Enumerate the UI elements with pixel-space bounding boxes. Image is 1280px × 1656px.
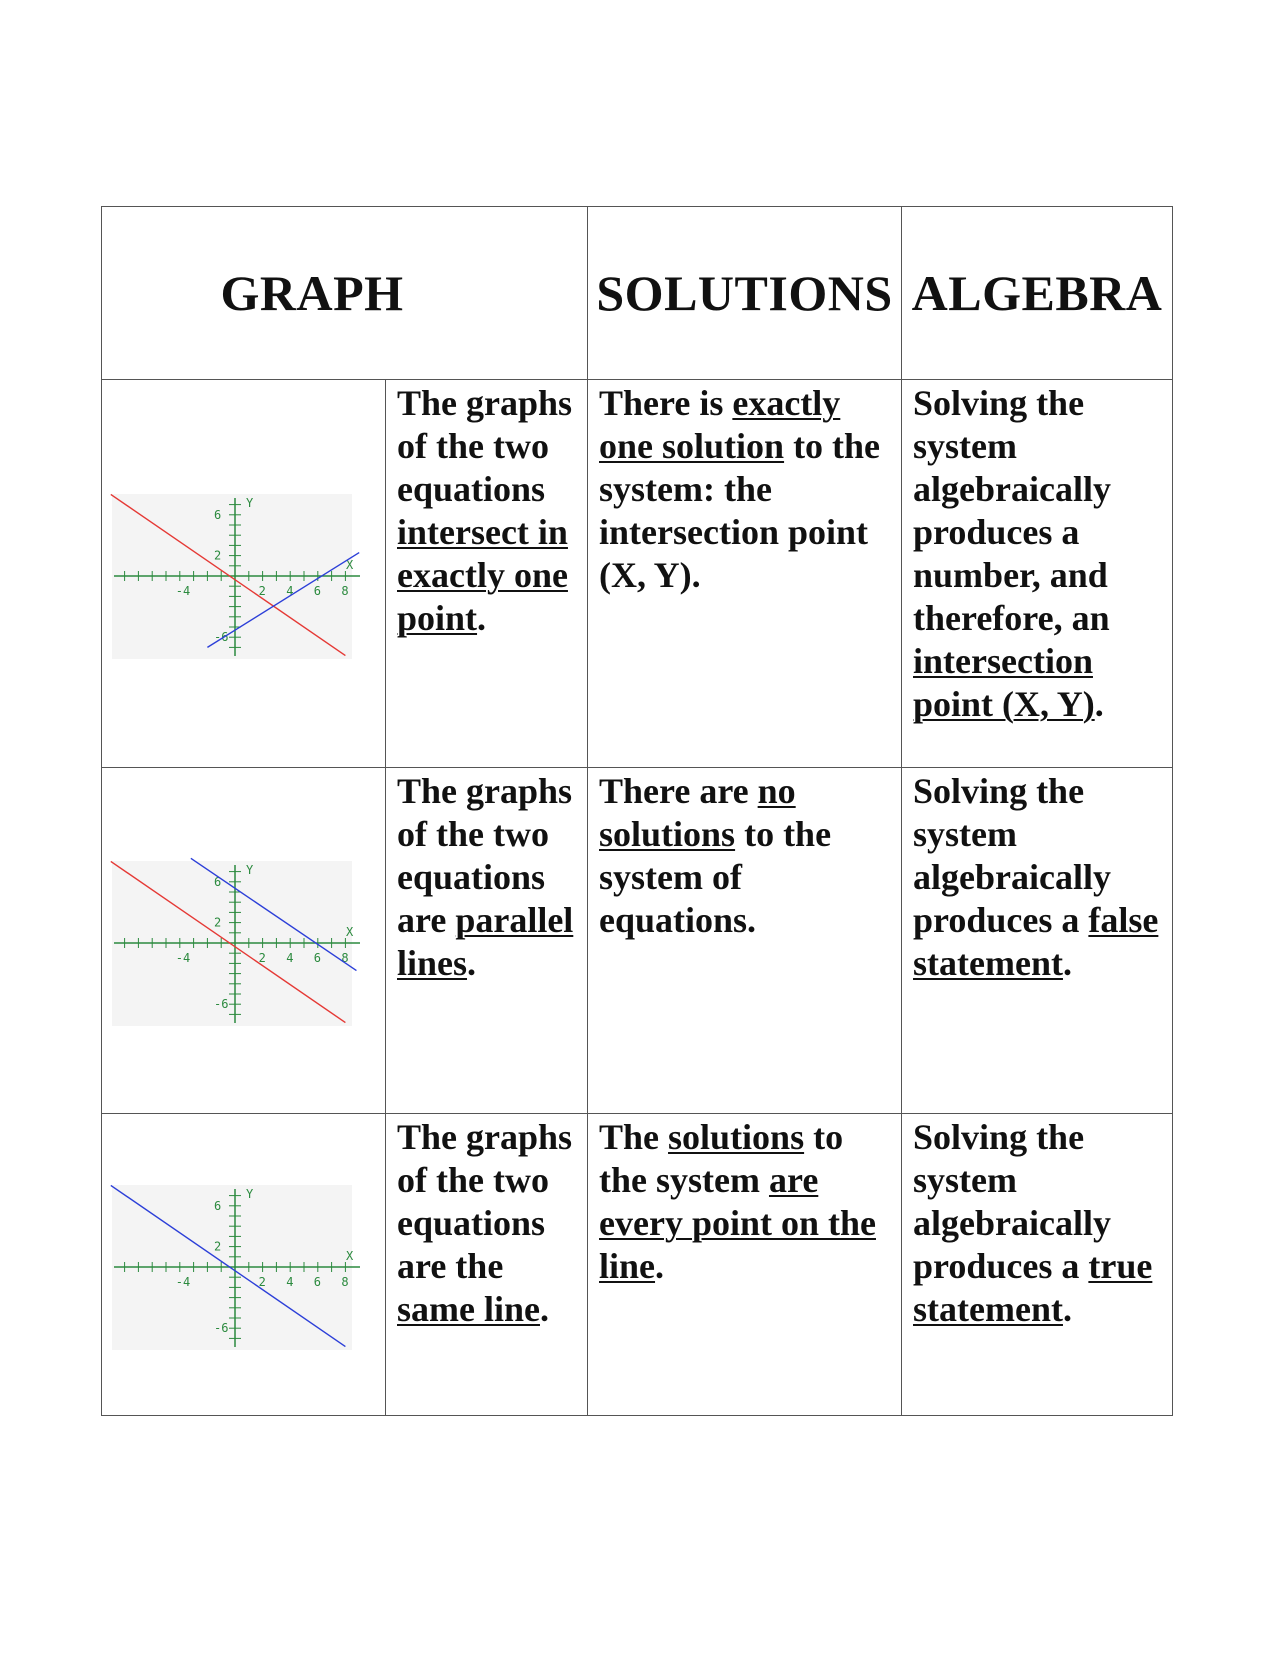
y-axis-label: Y (246, 495, 254, 510)
underlined-phrase: intersection point (X, Y) (913, 641, 1095, 724)
x-tick-label: -4 (175, 950, 191, 965)
graph-cell (102, 380, 386, 768)
text-segment: . (539, 1289, 549, 1329)
graph-cell (102, 1114, 386, 1416)
solutions-text (588, 1114, 902, 1416)
underlined-phrase: intersect in exactly one point (397, 512, 568, 638)
y-tick-label: 6 (214, 507, 222, 522)
x-axis-label: X (346, 924, 354, 939)
underlined-phrase: true statement (913, 1246, 1153, 1329)
row-parallel (102, 768, 1173, 1114)
underlined-phrase: solutions (668, 1117, 805, 1157)
y-tick-label: -6 (214, 996, 229, 1011)
row-same-line (102, 1114, 1173, 1416)
x-tick-label: 8 (341, 950, 349, 965)
row-intersecting (102, 380, 1173, 768)
y-tick-label: 2 (214, 1239, 222, 1254)
underlined-phrase: are every point on the line (599, 1160, 876, 1286)
solutions-text (588, 380, 902, 768)
text-segment: The graphs of the two equations are (397, 771, 573, 940)
text-segment: The graphs of the two equations (397, 383, 573, 509)
x-tick-label: 2 (258, 583, 266, 598)
x-tick-label: 6 (313, 1274, 322, 1289)
header-row (102, 207, 1173, 380)
y-tick-label: 6 (214, 874, 222, 889)
text-segment: There is (599, 383, 733, 423)
x-tick-label: 6 (313, 950, 322, 965)
text-segment: . (1094, 684, 1104, 724)
solutions-text (588, 768, 902, 1114)
text-segment: . (1062, 943, 1072, 983)
text-segment: to the system: the intersection point (X, Y). (599, 426, 881, 595)
summary-table (101, 206, 1173, 1416)
y-axis-label: Y (246, 862, 254, 877)
coordinate-graph (102, 484, 362, 664)
header-graph: GRAPH (102, 207, 588, 380)
text-segment: . (477, 598, 487, 638)
header-solutions: SOLUTIONS (588, 207, 902, 380)
text-segment: to the system of equations. (599, 814, 832, 940)
text-segment: The (599, 1117, 669, 1157)
text-segment: . (1062, 1289, 1072, 1329)
x-tick-label: 8 (341, 1274, 349, 1289)
x-tick-label: 4 (286, 950, 294, 965)
text-segment: . (655, 1246, 665, 1286)
algebra-text (902, 768, 1173, 1114)
text-segment: There are (599, 771, 758, 811)
text-segment: . (467, 943, 477, 983)
header-algebra: ALGEBRA (902, 207, 1173, 380)
graph-description (386, 1114, 588, 1416)
y-tick-label: 2 (214, 548, 222, 563)
underlined-phrase: parallel lines (397, 900, 574, 983)
underlined-phrase: false statement (913, 900, 1159, 983)
x-tick-label: 4 (286, 583, 294, 598)
graph-description (386, 380, 588, 768)
coordinate-graph (102, 851, 362, 1031)
y-tick-label: -6 (214, 629, 229, 644)
text-segment: The graphs of the two equations are the (397, 1117, 573, 1286)
underlined-phrase: same line (397, 1289, 540, 1329)
underlined-phrase: exactly one solution (599, 383, 841, 466)
coordinate-graph (102, 1175, 362, 1355)
algebra-text (902, 1114, 1173, 1416)
x-tick-label: 4 (286, 1274, 294, 1289)
y-tick-label: 6 (214, 1198, 222, 1213)
x-tick-label: -4 (175, 1274, 191, 1289)
x-tick-label: 2 (258, 1274, 266, 1289)
y-axis-label: Y (246, 1186, 254, 1201)
graph-cell (102, 768, 386, 1114)
text-segment: to the system (599, 1117, 844, 1200)
x-tick-label: -4 (175, 583, 191, 598)
underlined-phrase: no solutions (599, 771, 796, 854)
x-tick-label: 8 (341, 583, 349, 598)
algebra-text (902, 380, 1173, 768)
text-segment: Solving the system algebraically produces a number, and therefore, an (913, 383, 1111, 638)
x-axis-label: X (346, 1248, 354, 1263)
text-segment: Solving the system algebraically produces a (913, 1117, 1111, 1286)
y-tick-label: -6 (214, 1320, 229, 1335)
y-tick-label: 2 (214, 915, 222, 930)
x-axis-label: X (346, 557, 354, 572)
text-segment: Solving the system algebraically produces a (913, 771, 1111, 940)
x-tick-label: 2 (258, 950, 266, 965)
graph-description (386, 768, 588, 1114)
x-tick-label: 6 (313, 583, 322, 598)
